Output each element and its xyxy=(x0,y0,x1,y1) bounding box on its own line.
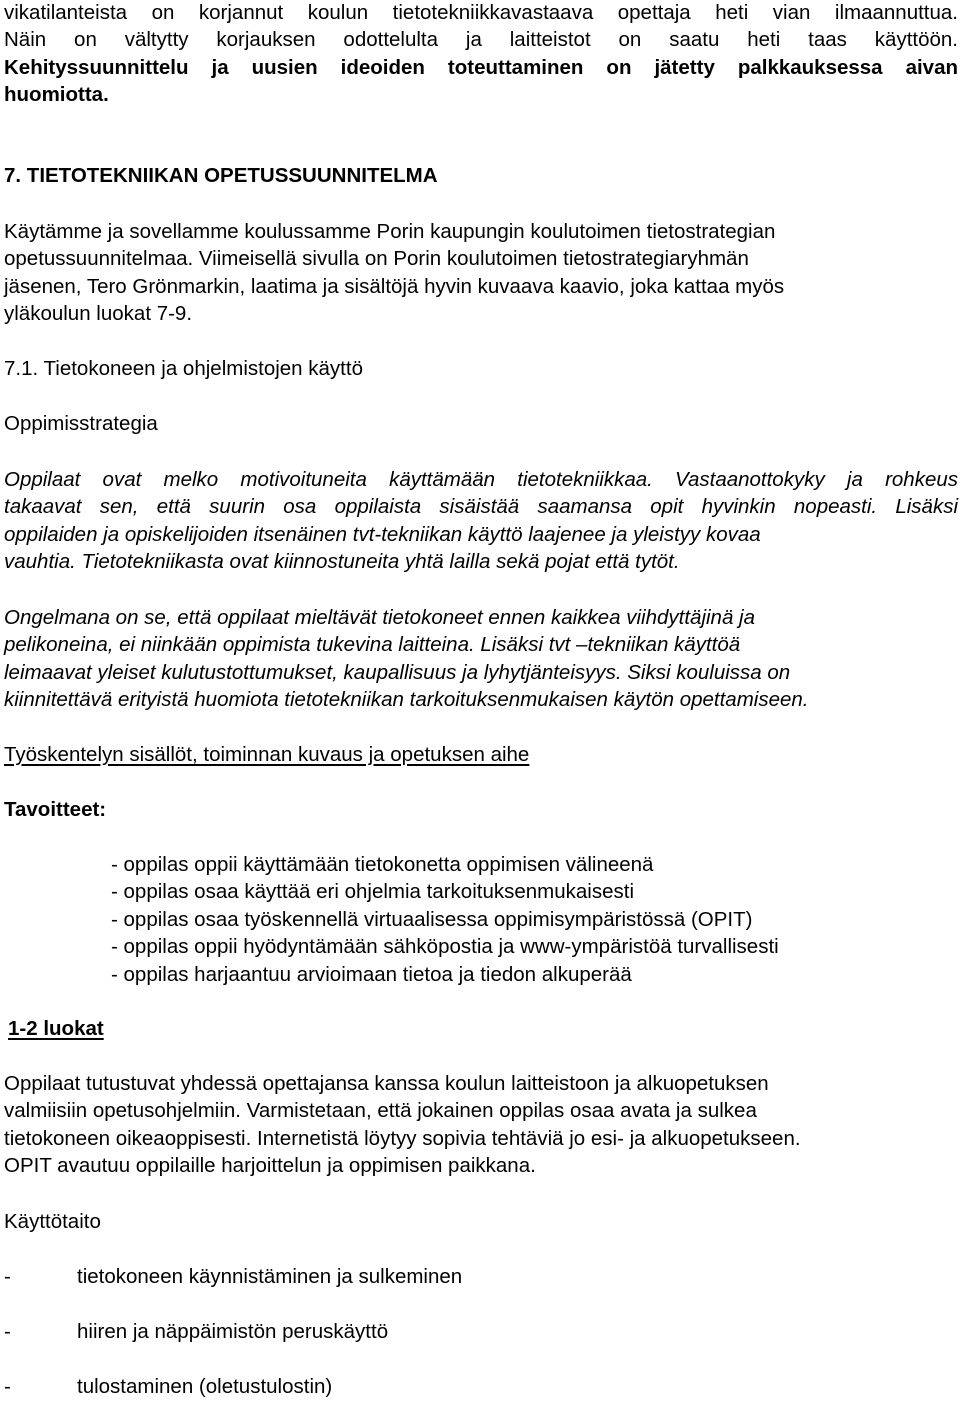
section-line: jäsenen, Tero Grönmarkin, laatima ja sisältöjä hyvin kuvaava kaavio, joka kattaa myös xyxy=(4,274,785,298)
intro-line: Kehityssuunnittelu ja uusien ideoiden toteuttaminen on jätetty palkkauksessa aivan xyxy=(4,55,958,79)
grades-line: valmiisiin opetusohjelmiin. Varmistetaan, että jokainen oppilas osaa avata ja sulkea xyxy=(4,1099,757,1123)
goal-item: - oppilas osaa käyttää eri ohjelmia tarkoituksenmukaisesti xyxy=(111,880,635,904)
problem-paragraph xyxy=(4,604,958,714)
intro-line: vikatilanteista on korjannut koulun tietotekniikkavastaava opettaja heti vian ilmaannuttua. xyxy=(4,1,958,24)
skill-dash: - xyxy=(4,1320,11,1343)
goals-title xyxy=(4,796,958,823)
skill-text: tietokoneen käynnistäminen ja sulkeminen xyxy=(77,1265,463,1288)
grades-title-text: 1-2 luokat xyxy=(8,1017,104,1040)
goals-title-text: Tavoitteet: xyxy=(4,798,107,821)
section-paragraph xyxy=(4,218,958,328)
problem-line: pelikoneina, ei niinkään oppimista tukevina laitteina. Lisäksi tvt –tekniikan käyttöä xyxy=(4,633,741,657)
section-line: Käytämme ja sovellamme koulussamme Porin kaupungin koulutoimen tietostrategian xyxy=(4,220,776,243)
goal-item: - oppilas oppii hyödyntämään sähköpostia ja www-ympäristöä turvallisesti xyxy=(111,935,779,959)
goal-item: - oppilas oppii käyttämään tietokonetta oppimisen välineenä xyxy=(111,853,654,876)
skills-list xyxy=(4,1263,958,1403)
strategy-title xyxy=(4,410,958,437)
problem-line: Ongelmana on se, että oppilaat mieltävät tietokoneet ennen kaikkea viihdyttäjinä ja xyxy=(4,606,756,629)
skill-text: hiiren ja näppäimistön peruskäyttö xyxy=(77,1320,389,1343)
strategy-paragraph xyxy=(4,466,958,576)
problem-line: leimaavat yleiset kulutustottumukset, kaupallisuus ja lyhytjänteisyys. Siksi kouluissa on xyxy=(4,660,791,684)
subsection-heading xyxy=(4,355,958,382)
strategy-title-text: Oppimisstrategia xyxy=(4,412,158,435)
intro-paragraph xyxy=(4,0,958,109)
grades-title xyxy=(8,1015,960,1042)
goal-item: - oppilas osaa työskennellä virtuaalisessa oppimisympäristössä (OPIT) xyxy=(111,907,753,931)
section-line: yläkoulun luokat 7-9. xyxy=(4,302,193,326)
strategy-line: takaavat sen, että suurin osa oppilaista sisäistää saamansa opit hyvinkin nopeasti. Lisäksi xyxy=(4,495,958,519)
intro-line: Näin on vältytty korjauksen odottelulta ja laitteistot on saatu heti taas käyttöön. xyxy=(4,28,958,52)
strategy-line: oppilaiden ja opiskelijoiden itsenäinen tvt-tekniikan käyttö laajenee ja yleistyy kovaa xyxy=(4,522,761,546)
strategy-line: Oppilaat ovat melko motivoituneita käyttämään tietotekniikkaa. Vastaanottokyky ja rohkeus xyxy=(4,468,958,491)
grades-line: tietokoneen oikeaoppisesti. Internetistä löytyy sopivia tehtäviä jo esi- ja alkuopetukseen. xyxy=(4,1126,801,1150)
work-title xyxy=(4,741,958,768)
subsection-heading-text: 7.1. Tietokoneen ja ohjelmistojen käyttö xyxy=(4,357,363,380)
grades-line: Oppilaat tutustuvat yhdessä opettajansa kanssa koulun laitteistoon ja alkuopetuksen xyxy=(4,1072,769,1095)
goals-list xyxy=(111,851,931,988)
skill-title-text: Käyttötaito xyxy=(4,1210,101,1233)
grades-line: OPIT avautuu oppilaille harjoittelun ja oppimisen paikkana. xyxy=(4,1154,536,1178)
section-heading xyxy=(4,162,958,189)
section-line: opetussuunnitelmaa. Viimeisellä sivulla on Porin koulutoimen tietostrategiaryhmän xyxy=(4,247,749,271)
problem-line: kiinnitettävä erityistä huomiota tietotekniikan tarkoituksenmukaisen käytön opettamiseen. xyxy=(4,688,809,712)
grades-paragraph xyxy=(4,1070,958,1180)
strategy-line: vauhtia. Tietotekniikasta ovat kiinnostuneita yhtä lailla sekä pojat että tytöt. xyxy=(4,550,680,574)
skill-title xyxy=(4,1208,958,1235)
skill-dash: - xyxy=(4,1265,11,1288)
skill-dash: - xyxy=(4,1375,11,1398)
skill-text: tulostaminen (oletustulostin) xyxy=(77,1375,333,1398)
work-title-text: Työskentelyn sisällöt, toiminnan kuvaus ja opetuksen aihe xyxy=(4,743,530,766)
goal-item: - oppilas harjaantuu arvioimaan tietoa ja tiedon alkuperää xyxy=(111,962,632,986)
section-heading-text: 7. TIETOTEKNIIKAN OPETUSSUUNNITELMA xyxy=(4,164,438,187)
intro-line: huomiotta. xyxy=(4,83,109,107)
